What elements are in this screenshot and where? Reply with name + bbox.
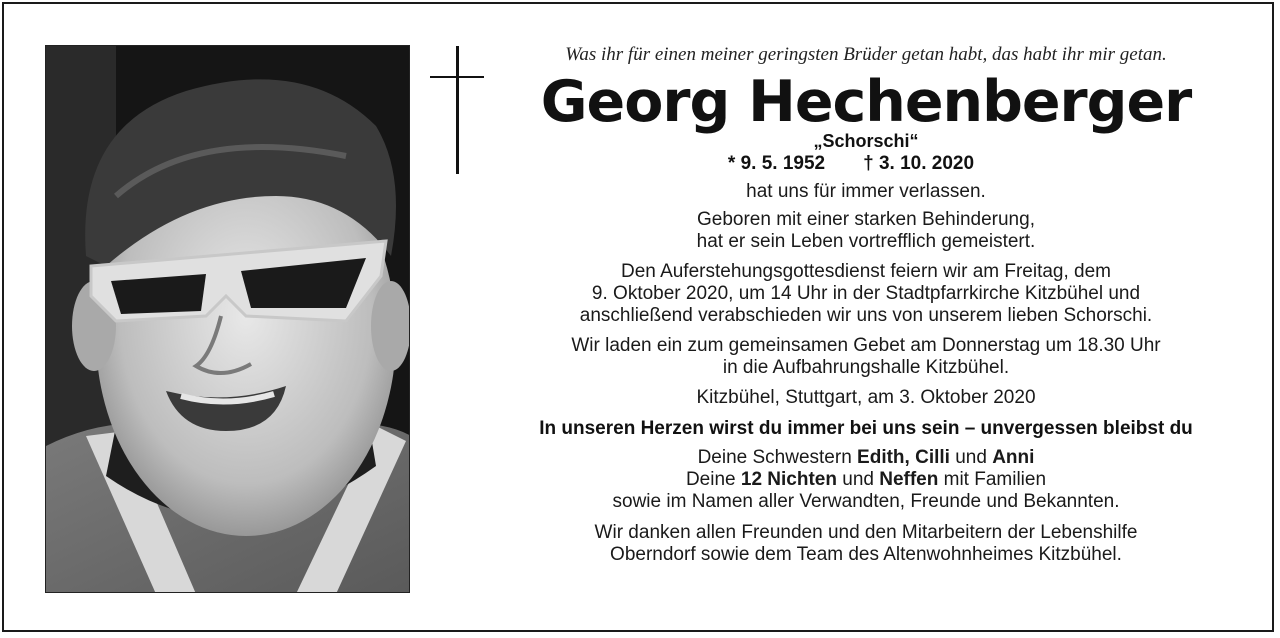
birth-date: * 9. 5. 1952 [727,153,826,174]
life-paragraph: Geboren mit einer starken Behinderung, hat er sein Leben vortrefflich gemeistert. [696,209,1036,252]
left-us-line: hat uns für immer verlassen. [746,181,986,202]
thanks-paragraph: Wir danken allen Freunden und den Mitarbeitern der Lebenshilfe Oberndorf sowie dem Team des Altenwohnheimes Kitzbühel. [594,522,1138,565]
mourners-paragraph [500,447,1232,513]
place-date: Kitzbühel, Stuttgart, am 3. Oktober 2020 [696,387,1036,408]
others-line: sowie im Namen aller Verwandten, Freunde und Bekannten. [612,491,1120,512]
portrait-illustration [46,46,410,593]
obituary-text [500,40,1232,566]
service-paragraph: Den Auferstehungsgottesdienst feiern wir am Freitag, dem 9. Oktober 2020, um 14 Uhr in der Stadtpfarrkirche Kitzbühel und anschließend verabschieden wir uns von unserem lieben Schorschi. [579,261,1153,326]
deceased-name: Georg Hechenberger [540,69,1192,135]
portrait-photo [45,45,410,593]
bible-quote: Was ihr für einen meiner geringsten Brüder getan habt, das habt ihr mir getan. [565,44,1167,65]
cross-symbol [430,46,484,174]
death-date: † 3. 10. 2020 [863,153,975,174]
life-dates [500,152,1232,176]
nieces-line: Deine 12 Nichten und Neffen mit Familien [685,469,1047,490]
prayer-paragraph: Wir laden ein zum gemeinsamen Gebet am Donnerstag um 18.30 Uhr in die Aufbahrungshalle Kitzbühel. [571,335,1161,378]
motto-line: In unseren Herzen wirst du immer bei uns sein – unvergessen bleibst du [539,418,1193,439]
sisters-line: Deine Schwestern Edith, Cilli und Anni [697,447,1035,468]
nickname: „Schorschi“ [813,131,919,151]
